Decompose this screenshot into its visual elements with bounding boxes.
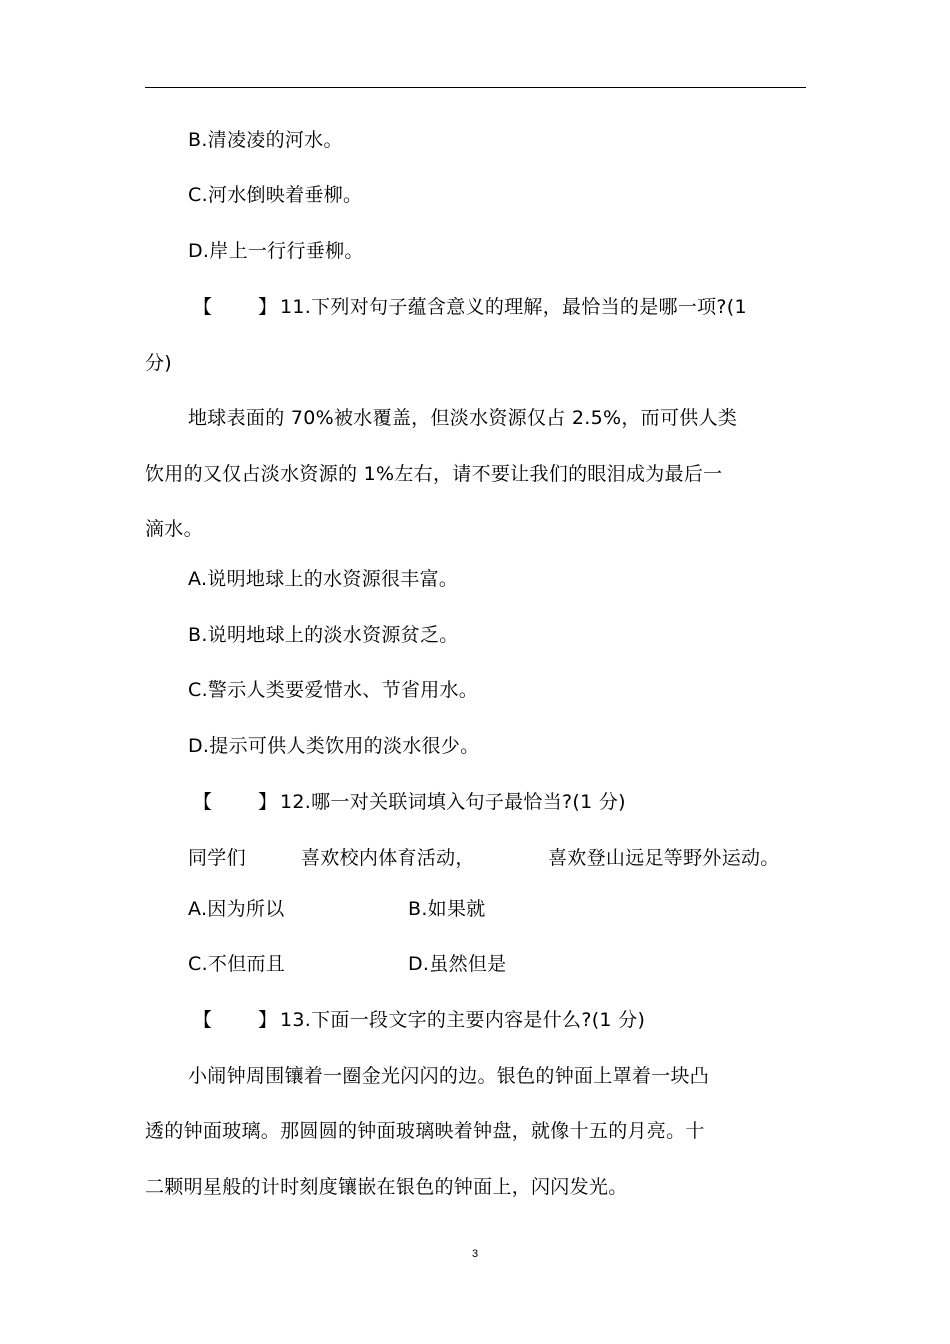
q12-sentence-part-2: 喜欢校内体育活动， bbox=[301, 847, 475, 869]
q13-question: 13.下面一段文字的主要内容是什么?(1 分) bbox=[280, 1009, 646, 1031]
q12-option-d: D.虽然但是 bbox=[408, 953, 507, 975]
answer-bracket-open: 【 bbox=[193, 791, 213, 813]
q12-option-c: C.不但而且 bbox=[188, 953, 286, 975]
q11-option-d: D.提示可供人类饮用的淡水很少。 bbox=[188, 735, 480, 757]
answer-bracket-close: 】 bbox=[258, 1009, 278, 1031]
answer-bracket-open: 【 bbox=[193, 1009, 213, 1031]
q10-option-c: C.河水倒映着垂柳。 bbox=[188, 184, 363, 206]
q12-question: 12.哪一对关联词填入句子最恰当?(1 分) bbox=[280, 791, 626, 813]
q10-option-d: D.岸上一行行垂柳。 bbox=[188, 240, 364, 262]
q11-option-c: C.警示人类要爱惜水、节省用水。 bbox=[188, 679, 479, 701]
answer-bracket-close: 】 bbox=[258, 791, 278, 813]
q13-passage-line-3: 二颗明星般的计时刻度镶嵌在银色的钟面上，闪闪发光。 bbox=[145, 1176, 628, 1198]
q11-passage-line-3: 滴水。 bbox=[145, 518, 203, 540]
q12-sentence-part-1: 同学们 bbox=[188, 847, 246, 869]
q13-passage-line-1: 小闹钟周围镶着一圈金光闪闪的边。银色的钟面上罩着一块凸 bbox=[188, 1065, 710, 1087]
q10-option-b: B.清凌凌的河水。 bbox=[188, 129, 343, 151]
header-rule bbox=[145, 87, 806, 88]
q12-option-b: B.如果就 bbox=[408, 898, 486, 920]
q13-passage-line-2: 透的钟面玻璃。那圆圆的钟面玻璃映着钟盘，就像十五的月亮。十 bbox=[145, 1120, 705, 1142]
answer-bracket-close: 】 bbox=[258, 296, 278, 318]
q12-sentence-part-3: 喜欢登山远足等野外运动。 bbox=[548, 847, 780, 869]
q11-option-a: A.说明地球上的水资源很丰富。 bbox=[188, 568, 459, 590]
answer-bracket-open: 【 bbox=[193, 296, 213, 318]
q11-option-b: B.说明地球上的淡水资源贫乏。 bbox=[188, 624, 459, 646]
q11-passage-line-1: 地球表面的 70%被水覆盖，但淡水资源仅占 2.5%，而可供人类 bbox=[188, 407, 738, 429]
q12-option-a: A.因为所以 bbox=[188, 898, 285, 920]
q11-question: 11.下列对句子蕴含意义的理解，最恰当的是哪一项?(1 bbox=[280, 296, 747, 318]
page-number: 3 bbox=[471, 1248, 479, 1260]
q11-passage-line-2: 饮用的又仅占淡水资源的 1%左右，请不要让我们的眼泪成为最后一 bbox=[145, 463, 723, 485]
q11-question-cont: 分) bbox=[145, 352, 173, 374]
